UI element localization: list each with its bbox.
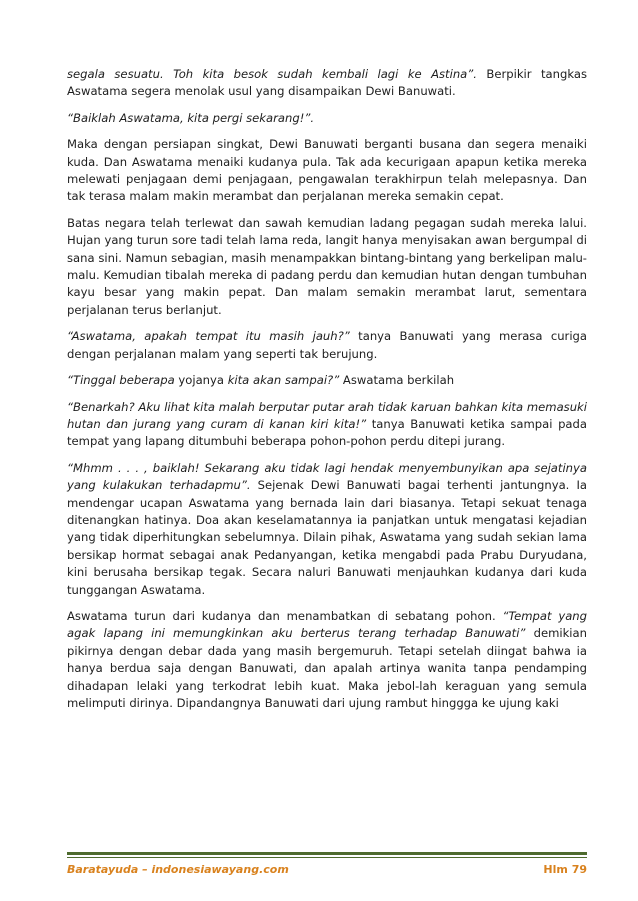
paragraph	[67, 215, 587, 319]
paragraph	[67, 460, 587, 599]
italic-text: “Mhmm . . . , baiklah! Sekarang aku tidak lagi hendak menyembunyikan apa sejatinya yang kulakukan terhadapmu”.	[67, 460, 587, 493]
italic-text: “Tempat yang agak lapang ini memungkinkan aku berterus terang terhadap Banuwati”	[67, 608, 588, 641]
footer-divider-thin	[67, 857, 587, 858]
paragraph	[67, 110, 587, 127]
paragraph	[67, 66, 587, 101]
page-number: Hlm 79	[543, 863, 587, 876]
italic-text: segala sesuatu. Toh kita besok sudah kembali lagi ke Astina”.	[67, 67, 477, 81]
text-run: tanya Banuwati yang merasa curiga dengan perjalanan malam yang seperti tak berujung.	[67, 329, 587, 361]
italic-text: “Tinggal beberapa	[67, 373, 175, 388]
text-run: tanya Banuwati ketika sampai pada tempat yang lapang ditumbuhi beberapa pohon-pohon perdu ditepi jurang.	[67, 416, 587, 449]
text-run: Sejenak Dewi Banuwati bagai terhenti jantungnya. Ia mendengar ucapan Aswatama yang bernada lain dari biasanya. Tetapi sekuat tenaga ditenangkan hatinya. Doa akan keselamatannya ia panjatkan untuk mengatasi kejadian yang tidak diperhitungkan sebelumnya. Dilain pihak, Aswatama yang sudah sekian lama bersikap hormat sebagai anak Pedanyangan, ketika mengabdi pada Prabu Duryudana, kini berusaha bersikap tegak. Secara naluri Banuwati menjauhkan kudanya dari kuda tunggangan Aswatama.	[67, 478, 587, 597]
footer-divider	[67, 852, 587, 855]
text-run: Berpikir tangkas Aswatama segera menolak usul yang disampaikan Dewi Banuwati.	[67, 67, 587, 99]
text-run: Aswatama turun dari kudanya dan menambatkan di sebatang pohon.	[67, 608, 503, 623]
text-run: Batas negara telah terlewat dan sawah kemudian ladang pegagan sudah mereka lalui. Hujan yang turun sore tadi telah lama reda, langit hanya menyisakan awan bergumpal di sana sini. Namun sebagian, masih menampakkan bintang-bintang yang berkelipan malu-malu. Kemudian tibalah mereka di padang perdu dan kemudian hutan dengan tumbuhan kayu besar yang makin pepat. Dan malam semakin merambat larut, sementara perjalanan terus berlanjut.	[67, 215, 587, 317]
paragraph	[67, 399, 587, 451]
italic-text: kita akan sampai?”	[227, 373, 340, 388]
italic-text: “Benarkah? Aku lihat kita malah berputar putar arah tidak karuan bahkan kita memasuki hutan dan jurang yang curam di kanan kiri kita!”	[67, 399, 587, 431]
text-run: Maka dengan persiapan singkat, Dewi Banuwati berganti busana dan segera menaiki kuda. Dan Aswatama menaiki kudanya pula. Tak ada kecurigaan apapun ketika mereka melewati penjagaan demi penjagaan, pengawalan terakhirpun telah melepasnya. Dan tak terasa malam makin merambat dan perjalanan mereka semakin cepat.	[67, 137, 587, 204]
paragraph	[67, 372, 587, 389]
italic-text: “Aswatama, apakah tempat itu masih jauh?”	[67, 329, 350, 344]
paragraph	[67, 136, 587, 206]
italic-text: “Baiklah Aswatama, kita pergi sekarang!”.	[67, 110, 315, 125]
page-body	[67, 66, 587, 712]
paragraph	[67, 328, 587, 363]
paragraph	[67, 608, 587, 712]
text-run: demikian pikirnya dengan debar dada yang masih bergemuruh. Tetapi setelah diingat bahwa ia hanya berdua saja dengan Banuwati, dan apalah artinya wanita tanpa pendamping dihadapan lelaki yang terkodrat lebih kuat. Maka jebol-lah keraguan yang semula melimputi dirinya. Dipandangnya Banuwati dari ujung rambut hinggga ke ujung kaki	[67, 626, 587, 710]
footer-source: Baratayuda – indonesiawayang.com	[67, 863, 289, 876]
text-run: Aswatama berkilah	[339, 373, 455, 388]
text-run: yojanya	[174, 373, 228, 388]
